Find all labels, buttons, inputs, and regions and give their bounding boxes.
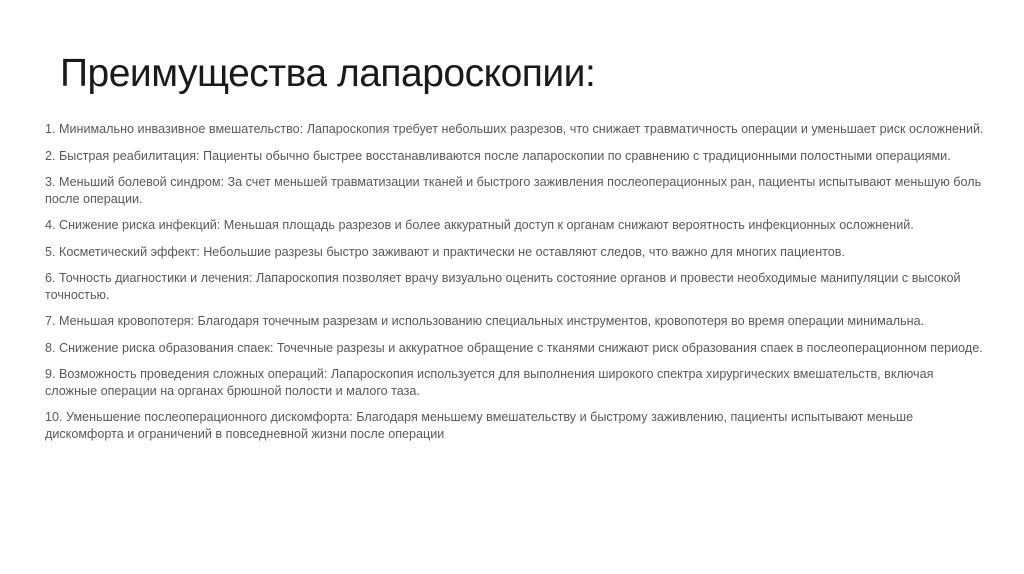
list-item: 3. Меньший болевой синдром: За счет меньшей травматизации тканей и быстрого заживления послеоперационных ран, пациенты испытывают меньшую боль после операции. xyxy=(45,175,982,206)
list-item: 9. Возможность проведения сложных операций: Лапароскопия используется для выполнения широкого спектра хирургических вмешательств, включая сложные операции на органах брюшной полости и малого таза. xyxy=(45,367,934,398)
list-item: 5. Косметический эффект: Небольшие разрезы быстро заживают и практически не оставляют следов, что важно для многих пациентов. xyxy=(45,244,845,259)
list-item: 7. Меньшая кровопотеря: Благодаря точечным разрезам и использованию специальных инструментов, кровопотеря во время операции минимальна. xyxy=(45,314,925,328)
list-item: 2. Быстрая реабилитация: Пациенты обычно быстрее восстанавливаются после лапароскопии по сравнению с традиционными полостными операциями. xyxy=(45,148,951,163)
benefits-list xyxy=(45,121,985,452)
list-item: 10. Уменьшение послеоперационного дискомфорта: Благодаря меньшему вмешательству и быстрому заживлению, пациенты испытывают меньше дискомфорта и ограничений в повседневной жизни после операции xyxy=(45,410,914,441)
slide-title: Преимущества лапароскопии: xyxy=(60,52,596,95)
list-item: 6. Точность диагностики и лечения: Лапароскопия позволяет врачу визуально оценить состояние органов и провести необходимые манипуляции с высокой точностью. xyxy=(45,271,961,302)
list-item: 1. Минимально инвазивное вмешательство: Лапароскопия требует небольших разрезов, что снижает травматичность операции и уменьшает риск осложнений. xyxy=(45,122,984,136)
list-item: 8. Снижение риска образования спаек: Точечные разрезы и аккуратное обращение с тканями снижают риск образования спаек в послеоперационном периоде. xyxy=(45,340,983,355)
list-item: 4. Снижение риска инфекций: Меньшая площадь разрезов и более аккуратный доступ к органам снижают вероятность инфекционных осложнений. xyxy=(45,218,914,232)
